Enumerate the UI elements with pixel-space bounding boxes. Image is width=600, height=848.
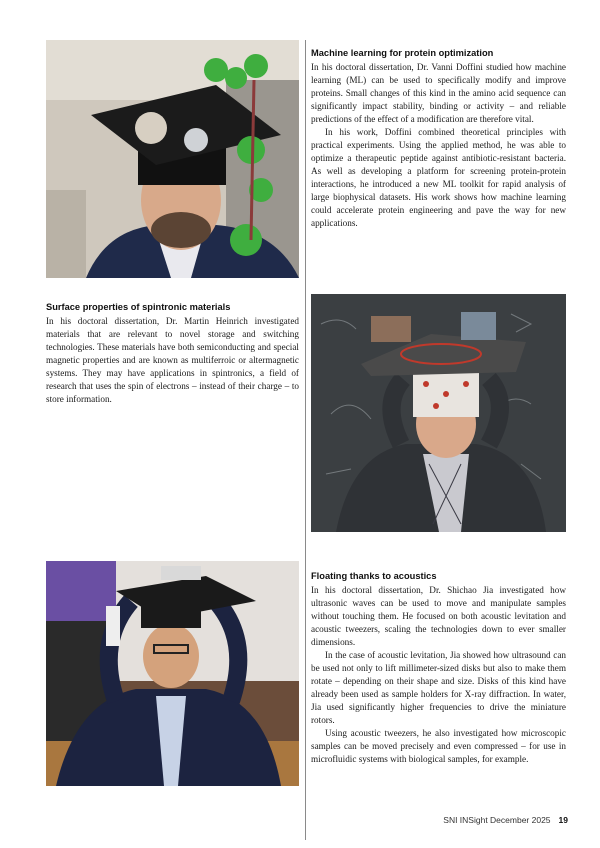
article-paragraph: Using acoustic tweezers, he also investigated how microscopic samples can be moved precisely and even compressed – for use in microfluidic systems with biological samples, for example. <box>311 728 566 764</box>
article-paragraph: In his doctoral dissertation, Dr. Martin Heinrich investigated materials that are relevant to novel storage and switching technologies. These materials have both semiconducting and special magnetic properties and are known as multiferroic or altermagnetic systems. They may have applications in spintronics, a field of research that uses the spin of electrons – instead of their charge – to store information. <box>46 316 299 404</box>
column-divider <box>305 40 306 840</box>
photo-jia <box>46 561 299 786</box>
article-heading: Surface properties of spintronic materials <box>46 302 231 312</box>
article-heading: Floating thanks to acoustics <box>311 571 437 581</box>
photo-heinrich <box>311 294 566 532</box>
article-paragraph: In his doctoral dissertation, Dr. Vanni Doffini studied how machine learning (ML) can be used to specifically modify and improve proteins. Small changes of this kind in the amino acid sequence can significantly impact stability, binding or activity – and reliable predictions of the effect of a modification are therefore vital. <box>311 62 566 124</box>
photo-doffini <box>46 40 299 278</box>
photo-jia-illustration <box>46 561 299 786</box>
article-paragraph: In the case of acoustic levitation, Jia showed how ultrasound can be used not only to lift millimeter-sized disks but also to make them rotate – depending on their shape and size. Disks of this kind have already been used as sample holders for X-ray diffraction. In water, Jia used significantly higher frequencies to drive the miniature rotors. <box>311 650 566 725</box>
article-paragraph: In his doctoral dissertation, Dr. Shichao Jia investigated how ultrasonic waves can be used to move and manipulate samples without touching them. He focused on both acoustic levitation and acoustic tweezers, scaling the technologies down to ever smaller dimensions. <box>311 585 566 647</box>
photo-heinrich-illustration <box>311 294 566 532</box>
page-footer <box>443 815 568 825</box>
article-machine-learning <box>311 47 566 230</box>
photo-doffini-illustration <box>46 40 299 278</box>
article-acoustics <box>311 570 566 766</box>
article-paragraph: In his work, Doffini combined theoretical principles with practical experiments. Using the applied method, he was able to optimize a therapeutic peptide against antibiotic-resistant bacteria. As well as developing a platform for screening protein-protein interactions, he introduced a new ML toolkit for rapid analysis of large biophysical datasets. His work shows how machine learning could accelerate protein engineering and pave the way for new applications. <box>311 127 566 228</box>
page-number: 19 <box>558 815 568 825</box>
article-spintronic <box>46 301 299 406</box>
article-heading: Machine learning for protein optimization <box>311 48 494 58</box>
publication-name: SNI INSight December 2025 <box>443 815 551 825</box>
